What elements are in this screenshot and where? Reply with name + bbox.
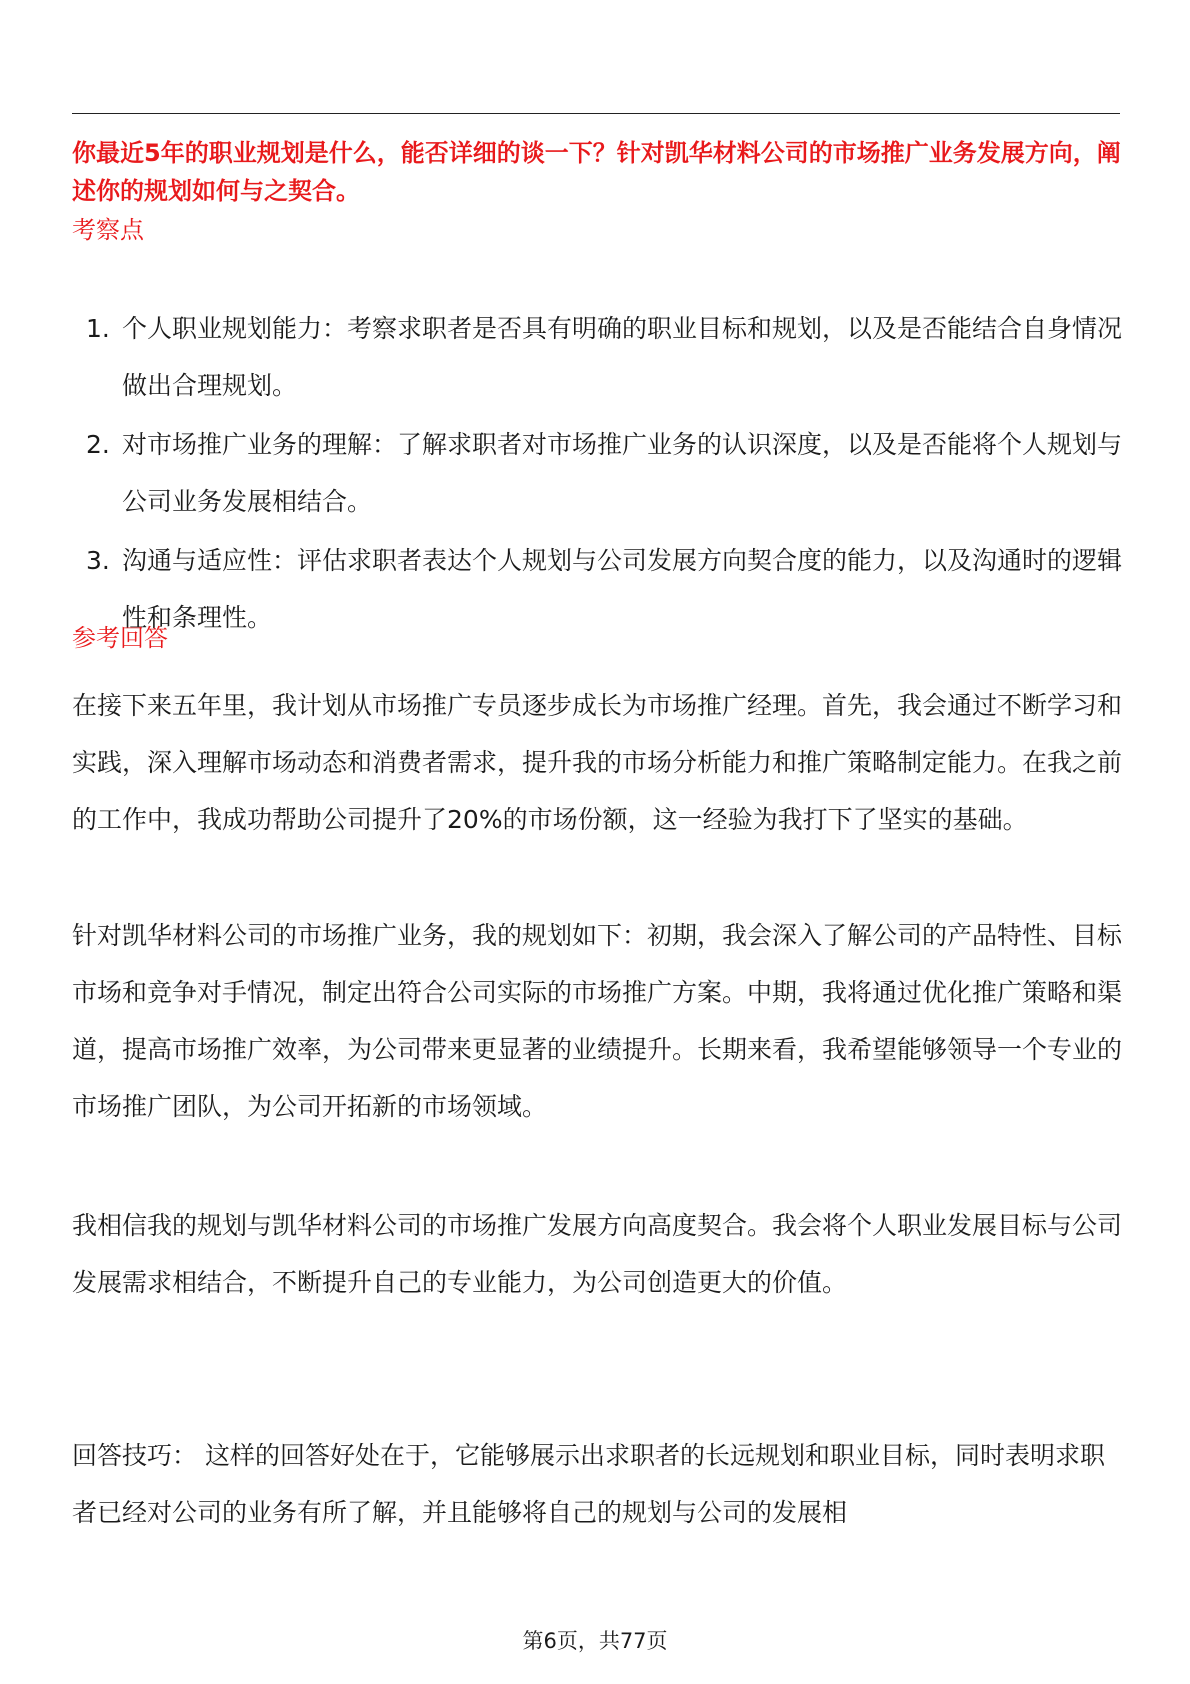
list-item: [72, 532, 1132, 646]
list-item-text: 个人职业规划能力：考察求职者是否具有明确的职业目标和规划，以及是否能结合自身情况做出合理规划。: [122, 314, 1123, 400]
list-item: [72, 416, 1132, 530]
list-item-number: 3.: [86, 546, 110, 575]
reference-answer-title: 参考回答: [72, 624, 168, 652]
list-item-text: 沟通与适应性：评估求职者表达个人规划与公司发展方向契合度的能力，以及沟通时的逻辑性和条理性。: [122, 546, 1123, 632]
answer-paragraph: 在接下来五年里，我计划从市场推广专员逐步成长为市场推广经理。首先，我会通过不断学习和实践，深入理解市场动态和消费者需求，提升我的市场分析能力和推广策略制定能力。在我之前的工作中，我成功帮助公司提升了20%的市场份额，这一经验为我打下了坚实的基础。: [72, 691, 1123, 834]
answer-paragraph: 针对凯华材料公司的市场推广业务，我的规划如下：初期，我会深入了解公司的产品特性、目标市场和竞争对手情况，制定出符合公司实际的市场推广方案。中期，我将通过优化推广策略和渠道，提高市场推广效率，为公司带来更显著的业绩提升。长期来看，我希望能够领导一个专业的市场推广团队，为公司开拓新的市场领域。: [72, 921, 1123, 1121]
list-item-number: 2.: [86, 430, 110, 459]
list-item-number: 1.: [86, 314, 110, 343]
top-divider: [72, 113, 1120, 114]
examine-points-title: 考察点: [72, 216, 144, 244]
list-item: [72, 300, 1132, 414]
page-number-footer: 第6页，共77页: [522, 1629, 668, 1653]
answer-tips-paragraph: 回答技巧： 这样的回答好处在于，它能够展示出求职者的长远规划和职业目标，同时表明求职者已经对公司的业务有所了解，并且能够将自己的规划与公司的发展相: [72, 1441, 1105, 1527]
answer-paragraph: 我相信我的规划与凯华材料公司的市场推广发展方向高度契合。我会将个人职业发展目标与公司发展需求相结合，不断提升自己的专业能力，为公司创造更大的价值。: [72, 1211, 1123, 1297]
list-item-text: 对市场推广业务的理解：了解求职者对市场推广业务的认识深度，以及是否能将个人规划与公司业务发展相结合。: [122, 430, 1123, 516]
examine-points-list: [72, 300, 1132, 648]
question-heading: 你最近5年的职业规划是什么，能否详细的谈一下？针对凯华材料公司的市场推广业务发展方向，阐述你的规划如何与之契合。: [72, 139, 1121, 205]
